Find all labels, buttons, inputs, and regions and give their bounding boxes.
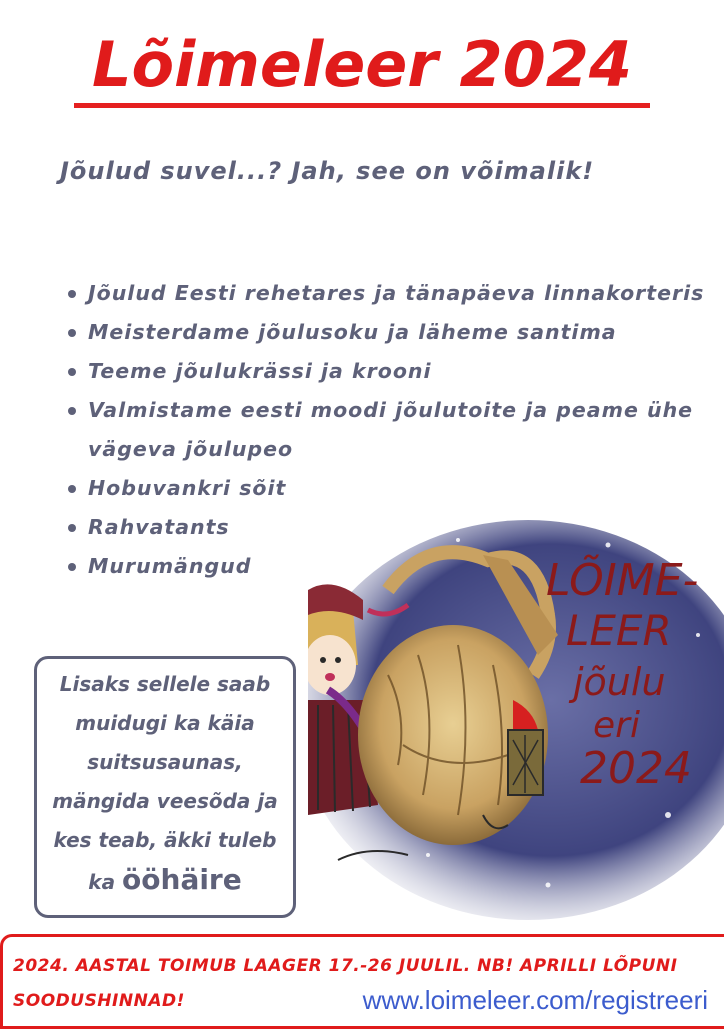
list-item: Jõulud Eesti rehetares ja tänapäeva linnakorteris [68,274,708,313]
bullet-icon [68,563,76,571]
subtitle: Jõulud suvel...? Jah, see on võimalik! [60,157,595,185]
extra-info-text: Lisaks sellele saab muidugi ka käia suitsusaunas, mängida veesõda ja kes teab, äkki tuleb ka [52,672,278,894]
list-item: Teeme jõulukrässi ja krooni [68,352,708,391]
bullet-icon [68,485,76,493]
list-item: Rahvatants [68,508,708,547]
list-item: Hobuvankri sõit [68,469,708,508]
title-underline [74,103,650,108]
lettering-line: LÕIME- [546,555,699,606]
lettering-line: eri [593,705,640,746]
night-alarm-emphasis: ööhäire [122,863,242,896]
list-item: Valmistame eesti moodi jõulutoite ja peame ühe vägeva jõulupeo [68,391,708,469]
list-item: Murumängud [68,547,708,586]
bullet-icon [68,524,76,532]
list-item: Meisterdame jõulusoku ja läheme santima [68,313,708,352]
camp-dates-text: 2024. AASTAL TOIMUB LAAGER 17.-26 JUULIL. NB! APRILLI LÕPUNI [13,956,678,976]
footer-banner [0,934,724,1029]
bullet-icon [68,407,76,415]
bullet-icon [68,329,76,337]
extra-info-box [34,656,296,918]
lettering-line: jõulu [573,660,666,704]
lettering-line: 2024 [580,743,692,794]
bullet-icon [68,368,76,376]
registration-link[interactable]: www.loimeleer.com/registreeri [362,985,708,1015]
discount-text: SOODUSHINNAD! [13,991,185,1011]
bullet-icon [68,290,76,298]
lettering-line: LEER [566,606,672,655]
page-title: Lõimeleer 2024 [91,28,633,101]
christmas-goat-illustration [308,515,724,925]
